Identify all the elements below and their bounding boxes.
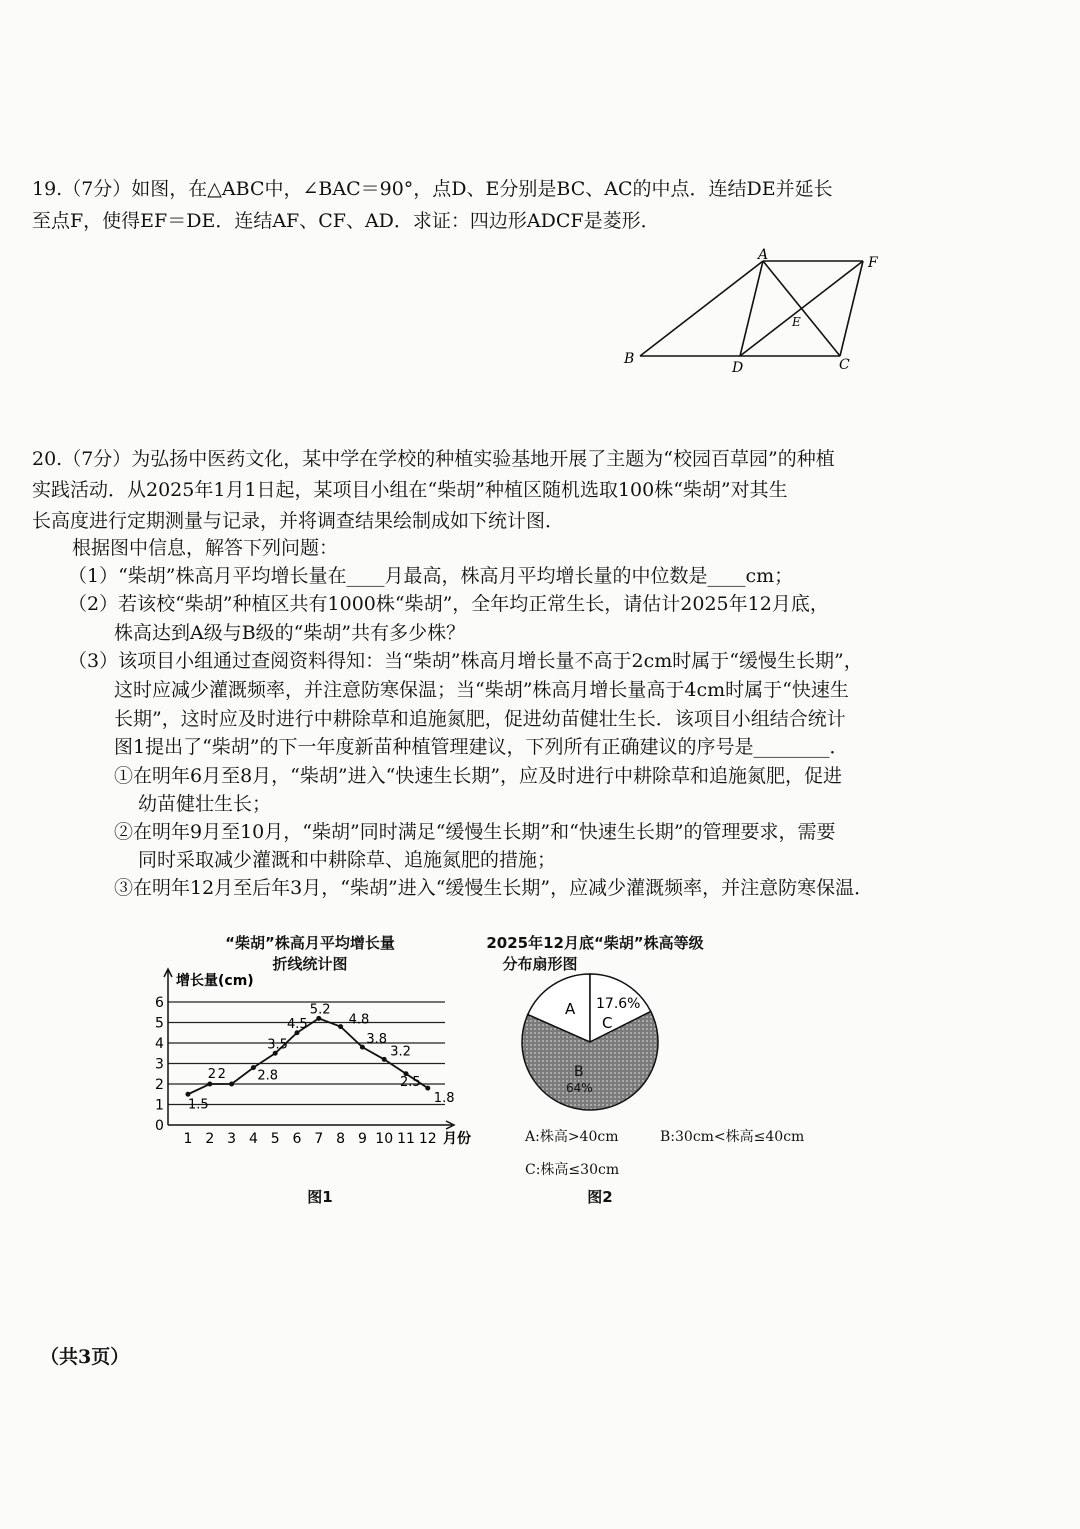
- data-point: [186, 1092, 191, 1097]
- label-e: E: [792, 315, 801, 329]
- data-label: 2.8: [257, 1068, 279, 1084]
- data-point: [360, 1045, 365, 1050]
- chart2-title: 2025年12月底“柴胡”株高等级: [486, 934, 704, 952]
- x-tick-label: 5: [270, 1131, 280, 1147]
- q20-line: 图1提出了“柴胡”的下一年度新苗种植管理建议，下列所有正确建议的序号是________．: [114, 736, 849, 758]
- legend-b: B:30cm<株高≤40cm: [660, 1129, 805, 1145]
- y-tick-label: 6: [155, 995, 164, 1011]
- x-tick-label: 11: [397, 1131, 415, 1147]
- data-label: 2.5: [400, 1074, 421, 1090]
- x-tick-label: 12: [418, 1131, 437, 1147]
- x-tick-label: 1: [183, 1131, 193, 1147]
- data-label: 2: [207, 1067, 217, 1082]
- data-point: [251, 1065, 256, 1070]
- q20-option-3: ③在明年12月至后年3月，“柴胡”进入“缓慢生长期”，应减少灌溉频率，并注意防寒保温．: [114, 877, 874, 899]
- data-point: [382, 1057, 387, 1062]
- q20-line: 实践活动．从2025年1月1日起，某项目小组在“柴胡”种植区随机选取100株“柴胡”对其生: [32, 479, 788, 501]
- y-tick-label: 3: [155, 1056, 164, 1073]
- legend-c: C:株高≤30cm: [525, 1162, 620, 1178]
- label-f: F: [868, 255, 878, 271]
- q20-line: 株高达到A级与B级的“柴胡”共有多少株？: [114, 622, 466, 644]
- q19-line-1: 19.（7分）如图，在△ABC中，∠BAC＝90°，点D、E分别是BC、AC的中点．连结DE并延长: [32, 178, 833, 200]
- q20-line: 幼苗健壮生长；: [138, 793, 272, 815]
- q20-line: 这时应减少灌溉频率，并注意防寒保温；当“柴胡”株高月增长量高于4cm时属于“快速生: [114, 679, 849, 701]
- chart1-title: “柴胡”株高月平均增长量: [225, 934, 395, 952]
- x-tick-label: 6: [292, 1131, 302, 1147]
- chart1-caption: 图1: [307, 1188, 333, 1206]
- y-tick-label: 4: [155, 1036, 164, 1052]
- x-tick-label: 7: [314, 1131, 324, 1147]
- slice-label-b: B: [574, 1064, 584, 1080]
- y-axis-label: 增长量(cm): [176, 973, 254, 989]
- data-point: [229, 1082, 234, 1087]
- q19-line-2: 至点F，使得EF＝DE．连结AF、CF、AD．求证：四边形ADCF是菱形．: [32, 210, 660, 232]
- data-label: 5.2: [309, 1002, 331, 1018]
- data-label: 1.5: [188, 1097, 209, 1113]
- slice-label-c: C: [602, 1014, 613, 1032]
- data-label: 1.8: [433, 1091, 455, 1107]
- data-point: [207, 1082, 212, 1087]
- q20-line: 长期”，这时应及时进行中耕除草和追施氮肥，促进幼苗健壮生长．该项目小组结合统计: [114, 708, 846, 730]
- data-label: 2: [217, 1067, 226, 1082]
- q20-subquestion-2: （2）若该校“柴胡”种植区共有1000株“柴胡”，全年均正常生长，请估计2025年12月底，: [68, 593, 829, 615]
- label-c: C: [839, 357, 850, 373]
- line-chart: [140, 965, 500, 1155]
- data-label: 3.2: [390, 1044, 411, 1060]
- segment-ab: [640, 261, 763, 356]
- data-label: 4.5: [287, 1016, 308, 1032]
- data-point: [338, 1024, 343, 1029]
- y-tick-label: 0: [155, 1118, 164, 1134]
- chart2-subtitle: 分布扇形图: [502, 955, 578, 973]
- q20-subquestion-1: （1）“柴胡”株高月平均增长量在____月最高，株高月平均增长量的中位数是____cm；: [68, 565, 794, 587]
- x-axis-label: 月份: [443, 1131, 471, 1147]
- x-tick-label: 10: [375, 1131, 394, 1147]
- data-label: 3.8: [366, 1032, 388, 1048]
- segment-df: [740, 261, 863, 356]
- data-point: [425, 1086, 430, 1091]
- q20-line: 同时采取减少灌溉和中耕除草、追施氮肥的措施；: [138, 849, 557, 871]
- y-tick-label: 5: [155, 1015, 164, 1032]
- x-tick-label: 9: [357, 1131, 367, 1147]
- label-a: A: [758, 247, 769, 263]
- x-tick-label: 2: [205, 1131, 215, 1147]
- q20-subquestion-3: （3）该项目小组通过查阅资料得知：当“柴胡”株高月增长量不高于2cm时属于“缓慢生长期”，: [68, 650, 863, 672]
- chart2-caption: 图2: [587, 1188, 613, 1206]
- y-tick-label: 1: [155, 1097, 164, 1114]
- label-d: D: [732, 360, 744, 376]
- y-tick-label: 2: [155, 1077, 164, 1093]
- q20-option-1: ①在明年6月至8月，“柴胡”进入“快速生长期”，应及时进行中耕除草和追施氮肥，促进: [114, 765, 843, 787]
- slice-label-a: A: [565, 1000, 576, 1018]
- x-tick-label: 3: [227, 1131, 237, 1147]
- q20-line: 长高度进行定期测量与记录，并将调查结果绘制成如下统计图．: [32, 510, 565, 532]
- x-tick-label: 8: [336, 1131, 346, 1147]
- data-label: 3.5: [267, 1037, 288, 1053]
- q20-option-2: ②在明年9月至10月，“柴胡”同时满足“缓慢生长期”和“快速生长期”的管理要求，需要: [114, 821, 836, 843]
- legend-a: A:株高>40cm: [525, 1129, 619, 1145]
- pie-chart: [510, 972, 670, 1122]
- q20-line: 根据图中信息，解答下列问题：: [72, 537, 339, 559]
- chart1-subtitle: 折线统计图: [272, 955, 348, 973]
- data-label: 4.8: [348, 1012, 370, 1028]
- rhombus-figure: [610, 245, 900, 380]
- q20-line: 20.（7分）为弘扬中医药文化，某中学在学校的种植实验基地开展了主题为“校园百草园”的种植: [32, 448, 835, 470]
- x-tick-label: 4: [248, 1131, 258, 1147]
- page-count: （共3页）: [40, 1346, 130, 1368]
- slice-value-b: 64%: [566, 1081, 593, 1095]
- label-b: B: [624, 351, 635, 367]
- slice-value-c: 17.6%: [596, 996, 641, 1012]
